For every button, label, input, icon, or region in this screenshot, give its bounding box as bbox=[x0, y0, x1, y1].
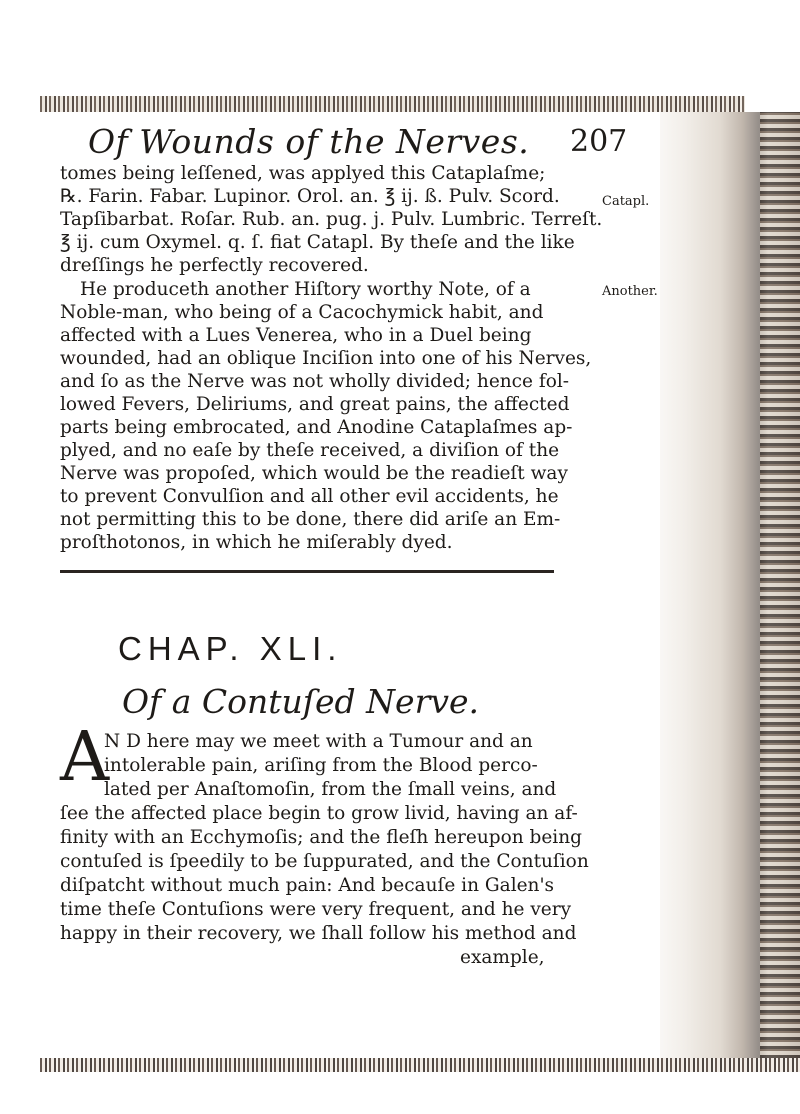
body-line: wounded, had an oblique Inciſion into one of his Nerves, bbox=[60, 348, 592, 369]
body-line: example, bbox=[460, 947, 545, 968]
body-line: N D here may we meet with a Tumour and an bbox=[104, 731, 533, 752]
body-line: proſthotonos, in which he miſerably dyed. bbox=[60, 532, 453, 553]
body-line: parts being embrocated, and Anodine Cataplaſmes ap- bbox=[60, 417, 573, 438]
body-line: to prevent Convulſion and all other evil accidents, he bbox=[60, 486, 559, 507]
body-line: plyed, and no eaſe by theſe received, a diviſion of the bbox=[60, 440, 560, 461]
page-number: 207 bbox=[570, 124, 628, 159]
body-line: Tapſibarbat. Roſar. Rub. an. pug. j. Pulv. Lumbric. Terreſt. bbox=[60, 209, 603, 230]
body-line: intolerable pain, ariſing from the Blood perco- bbox=[104, 755, 538, 776]
chapter-heading: CHAP. XLI. bbox=[118, 630, 343, 667]
top-page-border bbox=[40, 96, 745, 112]
body-line: not permitting this to be done, there did ariſe an Em- bbox=[60, 509, 561, 530]
body-line: and ſo as the Nerve was not wholly divided; hence fol- bbox=[60, 371, 570, 392]
body-line: lated per Anaſtomoſin, from the ſmall veins, and bbox=[104, 779, 557, 800]
body-line: contuſed is ſpeedily to be ſuppurated, and the Contuſion bbox=[60, 851, 589, 872]
chapter-title: Of a Contuſed Nerve. bbox=[122, 682, 480, 721]
body-line: time theſe Contuſions were very frequent, and he very bbox=[60, 899, 572, 920]
section-rule bbox=[60, 570, 554, 573]
body-line: Nerve was propoſed, which would be the readieſt way bbox=[60, 463, 568, 484]
margin-note-another: Another. bbox=[602, 284, 658, 299]
body-line: ℥ ij. cum Oxymel. q. ſ. fiat Catapl. By theſe and the like bbox=[60, 232, 575, 253]
body-line: affected with a Lues Venerea, who in a Duel being bbox=[60, 325, 532, 346]
body-line: He produceth another Hiſtory worthy Note, of a bbox=[80, 279, 531, 300]
page-edge-stack bbox=[760, 112, 800, 1058]
margin-note-catapl: Catapl. bbox=[602, 194, 650, 209]
body-line: ℞. Farin. Fabar. Lupinor. Orol. an. ℥ ij. ß. Pulv. Scord. bbox=[60, 186, 560, 207]
drop-cap: A bbox=[60, 718, 110, 797]
body-line: tomes being leſſened, was applyed this Cataplaſme; bbox=[60, 163, 546, 184]
body-line: ſee the affected place begin to grow livid, having an af- bbox=[60, 803, 578, 824]
running-head: Of Wounds of the Nerves. bbox=[88, 122, 530, 161]
body-line: finity with an Ecchymoſis; and the fleſh hereupon being bbox=[60, 827, 582, 848]
body-line: Noble-man, who being of a Cacochymick habit, and bbox=[60, 302, 544, 323]
body-line: dreſſings he perfectly recovered. bbox=[60, 255, 369, 276]
bottom-page-border bbox=[40, 1058, 800, 1072]
body-line: happy in their recovery, we ſhall follow his method and bbox=[60, 923, 577, 944]
body-line: lowed Fevers, Deliriums, and great pains, the affected bbox=[60, 394, 570, 415]
body-line: diſpatcht without much pain: And becauſe in Galen's bbox=[60, 875, 555, 896]
